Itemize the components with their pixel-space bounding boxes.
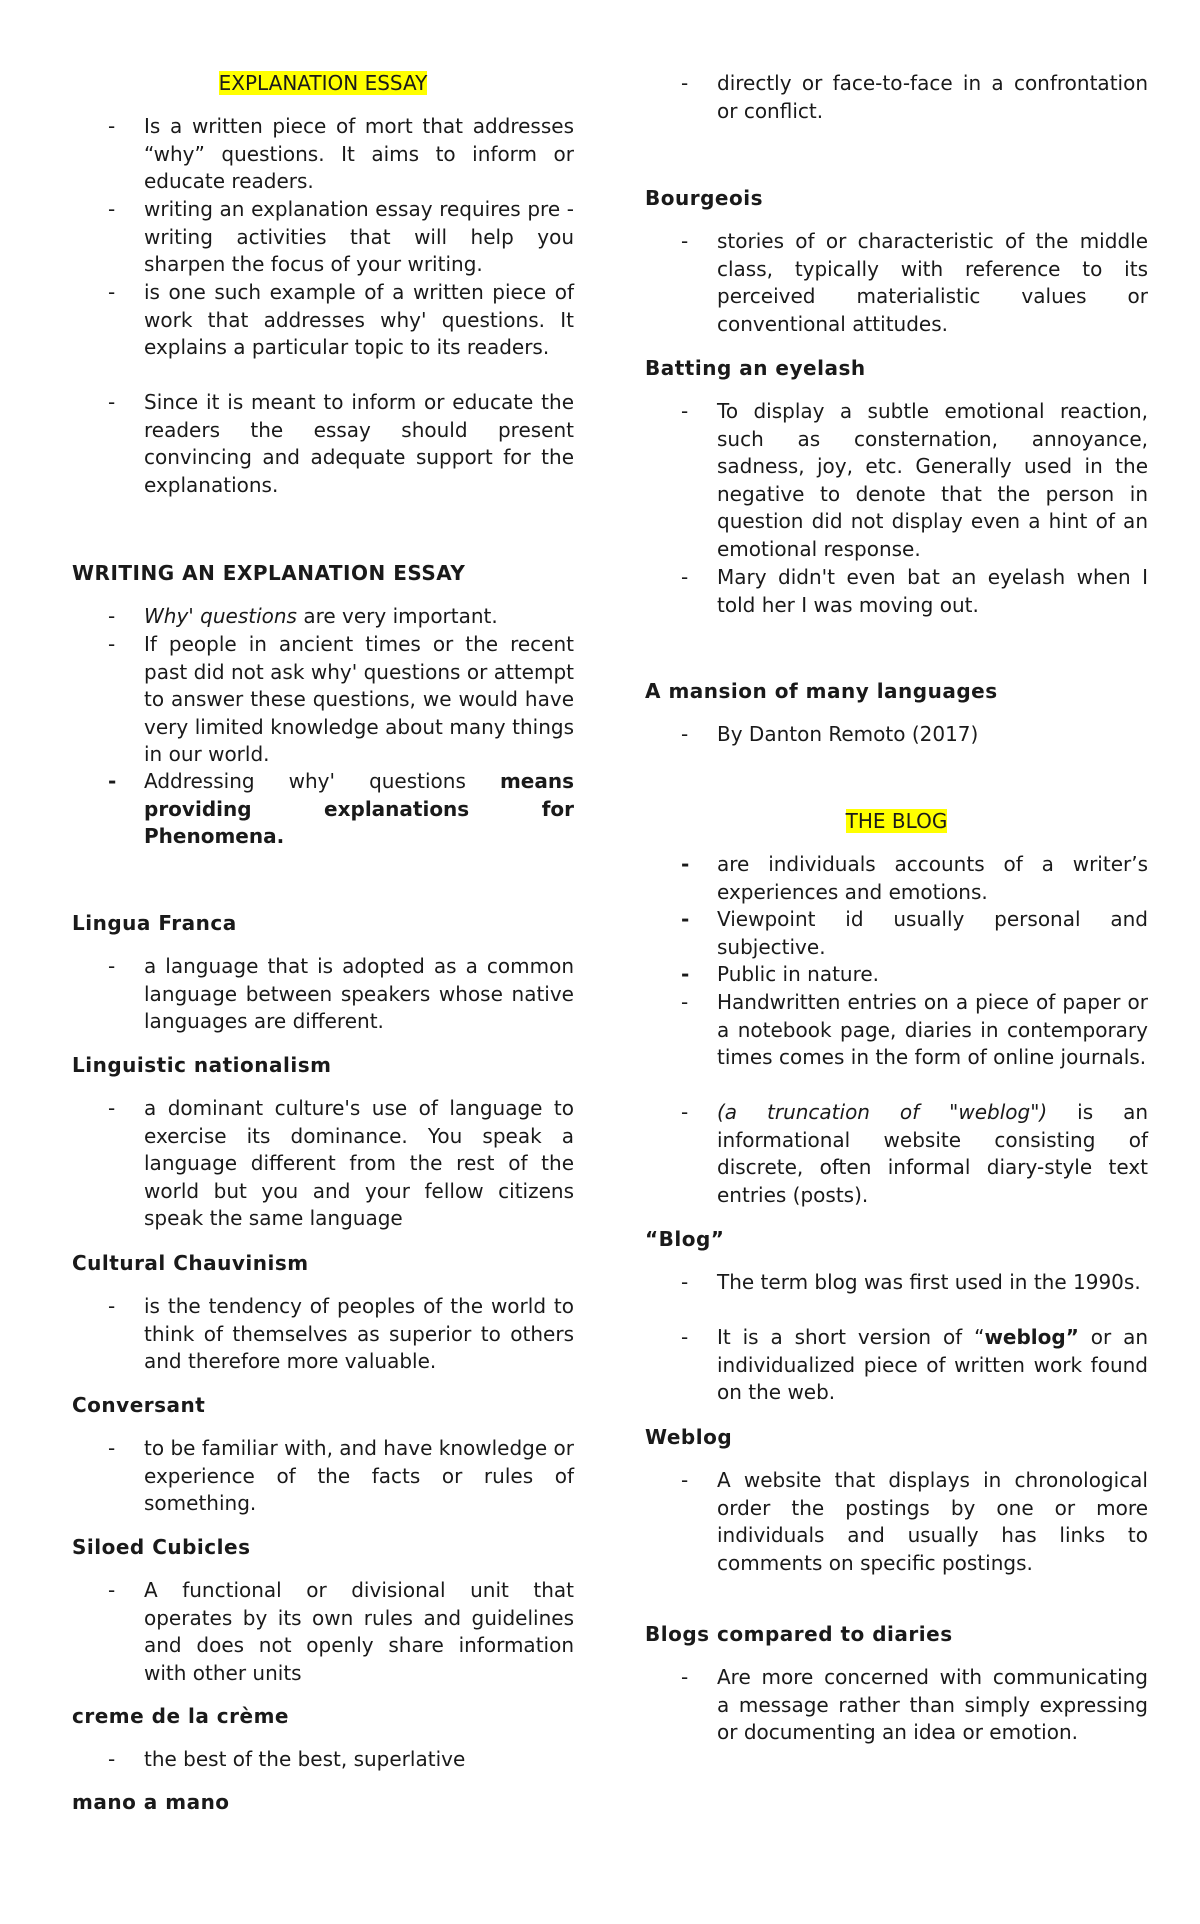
- term-heading: “Blog”: [645, 1227, 725, 1251]
- term-heading: Siloed Cubicles: [72, 1535, 251, 1559]
- list-item: - Is a written piece of mort that addresses “why” questions. It aims to inform or educate readers.: [72, 113, 574, 196]
- list-item: - Viewpoint id usually personal and subjective.: [645, 906, 1148, 961]
- term-definition: - To display a subtle emotional reaction, such as consternation, annoyance, sadness, joy, etc. Generally used in the negative to denote that the person in question did not display even a hint of an emotional response.: [645, 398, 1148, 564]
- text: is an informational website consisting of discrete, often informal diary-style text entries (posts).: [717, 1100, 1149, 1207]
- bold-text: means providing explanations for Phenomena.: [144, 769, 574, 849]
- text: or an individualized piece of written work found on the web.: [717, 1325, 1148, 1405]
- highlighted-heading: EXPLANATION ESSAY: [218, 71, 428, 95]
- list-item: - If people in ancient times or the recent past did not ask why' questions or attempt to answer these questions, we would have very limited knowledge about many things in our world.: [72, 631, 574, 769]
- term-definition: - a language that is adopted as a common language between speakers whose native languages are different.: [72, 953, 574, 1036]
- list-item: [72, 603, 574, 631]
- term-heading: A mansion of many languages: [645, 679, 998, 703]
- list-item: - writing an explanation essay requires pre -writing activities that will help you sharpen the focus of your writing.: [72, 196, 574, 279]
- term-definition: - directly or face-to-face in a confrontation or conflict.: [645, 70, 1148, 125]
- term-definition: - The term blog was first used in the 1990s.: [645, 1269, 1148, 1297]
- text: Addressing why' questions: [144, 769, 500, 793]
- term-definition: - a dominant culture's use of language to exercise its dominance. You speak a language different from the rest of the world but you and your fellow citizens speak the same language: [72, 1095, 574, 1233]
- italic-text: (a truncation of "weblog"): [717, 1100, 1048, 1124]
- term-definition: - A functional or divisional unit that operates by its own rules and guidelines and does not openly share information with other units: [72, 1577, 574, 1687]
- text: are very important.: [296, 604, 498, 628]
- term-definition: - the best of the best, superlative: [72, 1746, 574, 1774]
- highlighted-heading: THE BLOG: [845, 809, 948, 833]
- section-heading: WRITING AN EXPLANATION ESSAY: [72, 561, 466, 585]
- term-heading: creme de la crème: [72, 1704, 289, 1728]
- term-definition: - stories of or characteristic of the middle class, typically with reference to its perceived materialistic values or conventional attitudes.: [645, 228, 1148, 338]
- term-definition: - Are more concerned with communicating a message rather than simply expressing or documenting an idea or emotion.: [645, 1664, 1148, 1747]
- term-heading: Blogs compared to diaries: [645, 1622, 953, 1646]
- term-definition: - By Danton Remoto (2017): [645, 721, 1148, 749]
- list-item: [72, 768, 574, 851]
- term-heading: mano a mano: [72, 1790, 230, 1814]
- list-item: [645, 1099, 1148, 1209]
- explanation-essay-heading: [72, 70, 574, 98]
- term-heading: Linguistic nationalism: [72, 1053, 332, 1077]
- term-heading: Bourgeois: [645, 186, 763, 210]
- term-heading: Weblog: [645, 1425, 733, 1449]
- term-heading: Lingua Franca: [72, 911, 237, 935]
- list-item: - is one such example of a written piece of work that addresses why' questions. It explains a particular topic to its readers.: [72, 279, 574, 362]
- bold-text: weblog”: [984, 1325, 1079, 1349]
- term-heading: Cultural Chauvinism: [72, 1251, 309, 1275]
- list-item: - Public in nature.: [645, 961, 1148, 989]
- term-definition: - to be familiar with, and have knowledge or experience of the facts or rules of something.: [72, 1435, 574, 1518]
- term-heading: Batting an eyelash: [645, 356, 866, 380]
- blog-heading: [645, 808, 1148, 836]
- list-item: - are individuals accounts of a writer’s experiences and emotions.: [645, 851, 1148, 906]
- text: It is a short version of “: [717, 1325, 985, 1349]
- term-definition: - A website that displays in chronological order the postings by one or more individuals and usually has links to comments on specific postings.: [645, 1467, 1148, 1577]
- italic-text: Why' questions: [144, 604, 297, 628]
- term-heading: Conversant: [72, 1393, 206, 1417]
- list-item: - Since it is meant to inform or educate the readers the essay should present convincing and adequate support for the explanations.: [72, 389, 574, 499]
- term-definition: - is the tendency of peoples of the world to think of themselves as superior to others and therefore more valuable.: [72, 1293, 574, 1376]
- list-item: - Handwritten entries on a piece of paper or a notebook page, diaries in contemporary times comes in the form of online journals.: [645, 989, 1148, 1072]
- term-definition: [645, 1324, 1148, 1407]
- term-definition: - Mary didn't even bat an eyelash when I told her I was moving out.: [645, 564, 1148, 619]
